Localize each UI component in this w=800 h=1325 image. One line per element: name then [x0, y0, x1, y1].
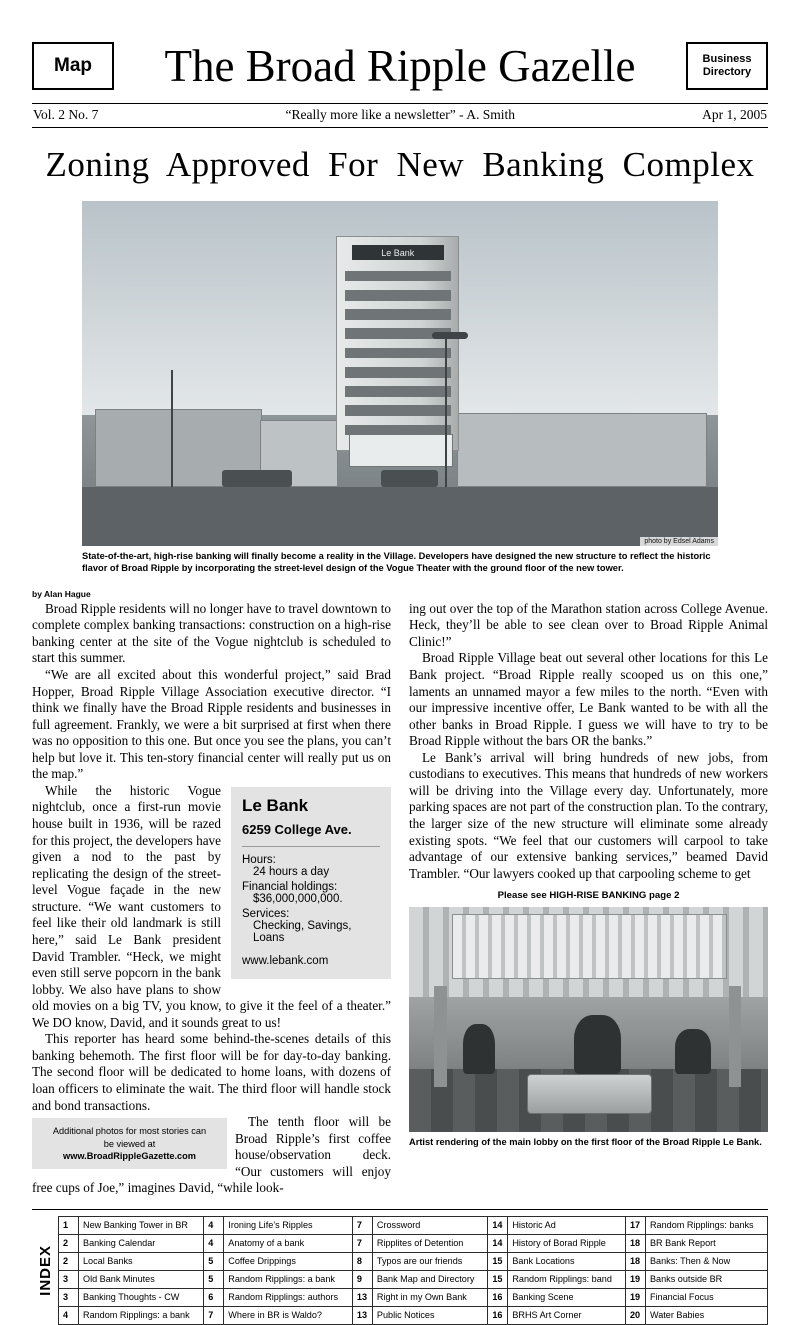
street-light-arm [432, 332, 468, 339]
index-entry[interactable]: Bank Locations [508, 1252, 626, 1270]
index-page-number: 3 [59, 1288, 79, 1306]
paragraph: While the historic Vogue nightclub, once a first-run movie house built in 1936, will be razed for this project, the developers have given a nod to the past by replicating the design of the street-level Vogue façade in the new structure. “We want customers to feel like their old landmark is still here,” said Le Bank president David Trambler. “Heck, we might even still serve popcorn in the bank lobby. We also have plans to show old movies on a big TV, you know, to give it the feel of a theater.” We DO know, David, and it sounds great to us! [32, 782, 391, 1030]
lebank-website-link[interactable]: www.lebank.com [242, 954, 329, 967]
index-entry[interactable]: Water Babies [645, 1306, 767, 1324]
lebank-holdings-value: $36,000,000,000. [253, 892, 343, 905]
lobby-plant-left [463, 1024, 495, 1074]
index-section [32, 1209, 768, 1325]
index-page-number: 19 [625, 1288, 645, 1306]
lebank-divider [242, 846, 380, 847]
index-entry[interactable]: Random Ripplings: banks [645, 1216, 767, 1234]
index-entry[interactable]: Public Notices [372, 1306, 487, 1324]
promo-website-link[interactable]: www.BroadRippleGazette.com [63, 1151, 196, 1161]
index-page-number: 15 [488, 1270, 508, 1288]
photo-credit: photo by Edsel Adams [640, 537, 718, 546]
lebank-name: Le Bank [242, 795, 309, 815]
street-light-pole [445, 336, 447, 488]
slogan: “Really more like a newsletter” - A. Smith [285, 107, 515, 122]
lead-photo [82, 201, 718, 546]
index-entry[interactable]: Where in BR is Waldo? [224, 1306, 353, 1324]
index-table [58, 1216, 768, 1325]
lebank-hours-label: Hours: [242, 853, 276, 866]
lebank-hours-value: 24 hours a day [253, 865, 330, 878]
article-headline: Zoning Approved For New Banking Complex [45, 145, 755, 184]
lobby-teller-counter [527, 1074, 651, 1114]
index-page-number: 15 [488, 1252, 508, 1270]
index-page-number: 20 [625, 1306, 645, 1324]
index-page-number: 17 [625, 1216, 645, 1234]
index-page-number: 14 [488, 1234, 508, 1252]
promo-box [32, 1118, 227, 1169]
volume-number: Vol. 2 No. 7 [33, 107, 99, 122]
index-page-number: 4 [59, 1306, 79, 1324]
paragraph: Le Bank’s arrival will bring hundreds of new jobs, from custodians to executives. This means that hundreds of new workers will be driving into the Village every day. Unfortunately, more parking spaces are not part of the construction plan. To the contrary, the larger size of the new structure will eliminate some already existing spots. “We feel that our customers will carpool to take advantage of our extensive banking services,” beamed David Trambler. “Our lawyers cooked up that carpooling scheme to get [409, 749, 768, 881]
business-directory-label-1: Business [702, 53, 752, 66]
index-entry[interactable]: Ironing Life’s Ripples [224, 1216, 353, 1234]
index-page-number: 19 [625, 1270, 645, 1288]
index-label [32, 1216, 58, 1325]
street-region [82, 487, 718, 546]
index-page-number: 4 [204, 1216, 224, 1234]
article-column-right [409, 601, 768, 1197]
utility-pole-left [171, 370, 173, 487]
marquee-sign [349, 434, 453, 467]
index-page-number: 13 [352, 1288, 372, 1306]
article-body [32, 601, 768, 1197]
bank-tower [336, 236, 459, 452]
table-row [59, 1306, 768, 1324]
lebank-address: 6259 College Ave. [242, 821, 352, 837]
index-entry[interactable]: Random Ripplings: a bank [79, 1306, 204, 1324]
lebank-holdings-label: Financial holdings: [242, 880, 338, 893]
index-entry[interactable]: Banking Scene [508, 1288, 626, 1306]
lobby-skylight [452, 914, 727, 979]
masthead-rule-bottom [32, 127, 768, 128]
index-page-number: 7 [352, 1234, 372, 1252]
index-page-number: 7 [352, 1216, 372, 1234]
lebank-services-value: Checking, Savings, Loans [253, 919, 352, 944]
table-row [59, 1270, 768, 1288]
table-row [59, 1288, 768, 1306]
paragraph: Broad Ripple residents will no longer have to travel downtown to complete complex banking transactions: construction on a high-rise banking center at the site of the Vogue nightclub is scheduled to start this summer. [32, 600, 391, 666]
article-column-left [32, 601, 391, 1197]
index-entry[interactable]: Financial Focus [645, 1288, 767, 1306]
lebank-services-label: Services: [242, 907, 290, 920]
continued-link[interactable]: Please see HIGH-RISE BANKING page 2 [497, 890, 680, 902]
index-entry[interactable]: Random Ripplings: a bank [224, 1270, 353, 1288]
lobby-pillar-left [434, 986, 447, 1087]
business-directory-label-2: Directory [702, 66, 752, 78]
index-entry[interactable]: Crossword [372, 1216, 487, 1234]
promo-line-2: be viewed at [103, 1138, 156, 1149]
index-page-number: 1 [59, 1216, 79, 1234]
paragraph: This reporter has heard some behind-the-scenes details of this banking behemoth. The first floor will be for day-to-day banking. The second floor will be dedicated to home loans, with dozens of loan officers to eliminate the wait. The third floor will handle stock and bond transactions. [32, 1031, 391, 1113]
lobby-photo [409, 907, 768, 1132]
promo-line-1: Additional photos for most stories can [52, 1126, 207, 1137]
index-page-number: 13 [352, 1306, 372, 1324]
lobby-photo-caption: Artist rendering of the main lobby on the first floor of the Broad Ripple Le Bank. [409, 1137, 762, 1148]
index-entry[interactable]: Bank Map and Directory [372, 1270, 487, 1288]
index-page-number: 7 [204, 1306, 224, 1324]
index-page-number: 5 [204, 1252, 224, 1270]
index-page-number: 2 [59, 1234, 79, 1252]
table-row [59, 1216, 768, 1234]
masthead [32, 42, 768, 90]
index-page-number: 9 [352, 1270, 372, 1288]
lobby-pillar-right [729, 986, 742, 1087]
index-entry[interactable]: BRHS Art Corner [508, 1306, 626, 1324]
issue-date: Apr 1, 2005 [702, 107, 767, 122]
parked-truck [222, 470, 292, 487]
index-page-number: 6 [204, 1288, 224, 1306]
index-entry[interactable]: Banks: Then & Now [645, 1252, 767, 1270]
index-entry[interactable]: Local Banks [79, 1252, 204, 1270]
business-directory-button[interactable] [686, 42, 768, 90]
index-entry[interactable]: Random Ripplings: authors [224, 1288, 353, 1306]
table-row [59, 1234, 768, 1252]
parked-car [381, 470, 438, 487]
index-entry[interactable]: Ripplites of Detention [372, 1234, 487, 1252]
paragraph: “We are all excited about this wonderful project,” said Brad Hopper, Broad Ripple Village Association executive director. “I think we finally have the Broad Ripple residents and businesses in full agreement. Frankly, we were a bit surprised at first when there was no opposition to this one. But once you see the plans, you can’t help but love it. This ten-story financial center will really put us on the map.” [32, 666, 391, 782]
index-entry[interactable]: Banks outside BR [645, 1270, 767, 1288]
lebank-info-box [231, 787, 391, 979]
index-page-number: 3 [59, 1270, 79, 1288]
index-entry[interactable]: Anatomy of a bank [224, 1234, 353, 1252]
byline: by Alan Hague [32, 588, 91, 599]
map-button-label: Map [54, 55, 92, 76]
lead-photo-caption: State-of-the-art, high-rise banking will finally become a reality in the Village. Developers have designed the new structure to reflect the historic flavor of Broad Ripple by incorporating the street-level design of the Vogue Theater with the ground floor of the new tower. [82, 551, 711, 574]
index-entry[interactable]: Banking Thoughts - CW [79, 1288, 204, 1306]
lobby-plant-right [675, 1029, 711, 1074]
index-page-number: 14 [488, 1216, 508, 1234]
index-entry[interactable]: Right in my Own Bank [372, 1288, 487, 1306]
index-page-number: 16 [488, 1288, 508, 1306]
index-page-number: 16 [488, 1306, 508, 1324]
index-entry[interactable]: Banking Calendar [79, 1234, 204, 1252]
index-page-number: 5 [204, 1270, 224, 1288]
lead-photo-block [82, 201, 718, 575]
paragraph: Broad Ripple Village beat out several other locations for this Le Bank project. “Broad Ripple really scooped us on this one,” laments an unnamed mayor a few miles to the north. “Even with our impressive incentive offer, Le Bank wanted to be with all the other banks in Broad Ripple. I guess we will have to try to be Broad Ripple without the bars OR the banks.” [409, 650, 768, 749]
page-title: The Broad Ripple Gazelle [164, 40, 636, 91]
index-page-number: 4 [204, 1234, 224, 1252]
index-page-number: 2 [59, 1252, 79, 1270]
paragraph: ing out over the top of the Marathon station across College Avenue. Heck, they’ll be able to see clean over to Broad Ripple Animal Clinic!” [409, 600, 768, 649]
index-entry[interactable]: BR Bank Report [645, 1234, 767, 1252]
index-entry[interactable]: Typos are our friends [372, 1252, 487, 1270]
lobby-plant-center [574, 1015, 621, 1074]
index-entry[interactable]: Historic Ad [508, 1216, 626, 1234]
index-entry[interactable]: New Banking Tower in BR [79, 1216, 204, 1234]
masthead-subline [32, 104, 768, 127]
index-page-number: 18 [625, 1252, 645, 1270]
table-row [59, 1252, 768, 1270]
index-entry[interactable]: Random Ripplings: band [508, 1270, 626, 1288]
index-label-text: INDEX [36, 1245, 54, 1296]
map-button[interactable] [32, 42, 114, 90]
storefront-right [457, 413, 707, 487]
paragraph: The tenth floor will be Broad Ripple’s first coffee house/observation deck. “Our customers will enjoy free cups of Joe,” imagines David, “while look- [32, 1114, 391, 1196]
index-entry[interactable]: History of Borad Ripple [508, 1234, 626, 1252]
index-entry[interactable]: Coffee Drippings [224, 1252, 353, 1270]
tower-sign: Le Bank [352, 245, 444, 260]
index-page-number: 8 [352, 1252, 372, 1270]
index-page-number: 18 [625, 1234, 645, 1252]
index-entry[interactable]: Old Bank Minutes [79, 1270, 204, 1288]
